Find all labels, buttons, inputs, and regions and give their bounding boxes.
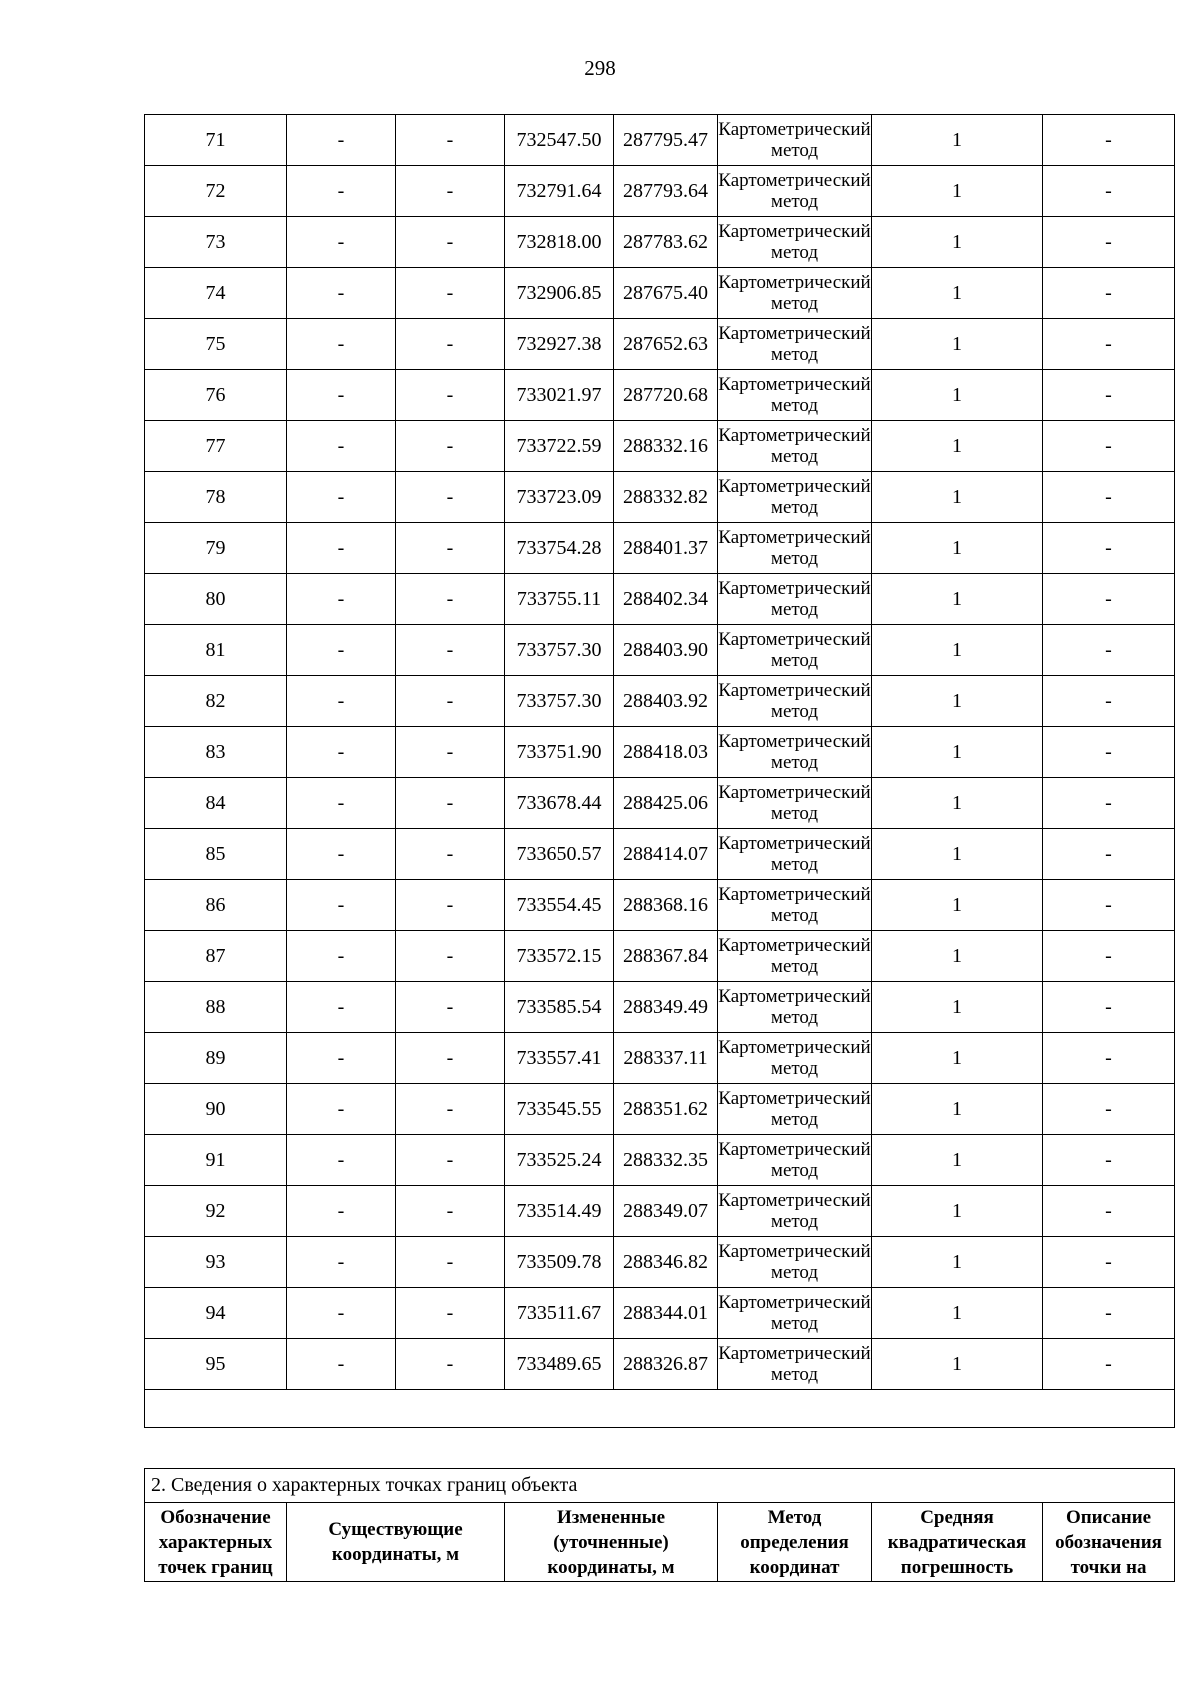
cell-method: Картометрический метод	[718, 523, 872, 574]
header-point-description: Описание обозначения точки на	[1043, 1503, 1175, 1582]
cell-changed-x: 732927.38	[505, 319, 614, 370]
cell-existing-x: -	[287, 1186, 396, 1237]
cell-description: -	[1043, 982, 1175, 1033]
cell-existing-y: -	[396, 319, 505, 370]
section-2-table	[144, 1468, 1175, 1582]
header-point-designation: Обозначение характерных точек границ	[145, 1503, 287, 1582]
cell-method: Картометрический метод	[718, 166, 872, 217]
table-row	[145, 472, 1175, 523]
cell-existing-x: -	[287, 1033, 396, 1084]
cell-changed-x: 733585.54	[505, 982, 614, 1033]
cell-existing-x: -	[287, 472, 396, 523]
cell-existing-x: -	[287, 982, 396, 1033]
cell-description: -	[1043, 523, 1175, 574]
cell-method: Картометрический метод	[718, 880, 872, 931]
cell-existing-y: -	[396, 931, 505, 982]
table-row	[145, 370, 1175, 421]
cell-mean-error: 1	[872, 676, 1043, 727]
cell-method: Картометрический метод	[718, 1033, 872, 1084]
cell-method: Картометрический метод	[718, 217, 872, 268]
table-row	[145, 421, 1175, 472]
table-row	[145, 319, 1175, 370]
cell-changed-y: 288344.01	[614, 1288, 718, 1339]
cell-existing-x: -	[287, 778, 396, 829]
cell-method: Картометрический метод	[718, 1288, 872, 1339]
cell-method: Картометрический метод	[718, 115, 872, 166]
cell-existing-y: -	[396, 727, 505, 778]
cell-changed-x: 733557.41	[505, 1033, 614, 1084]
cell-changed-y: 288332.16	[614, 421, 718, 472]
cell-method: Картометрический метод	[718, 370, 872, 421]
cell-method: Картометрический метод	[718, 625, 872, 676]
cell-changed-x: 733757.30	[505, 676, 614, 727]
cell-method: Картометрический метод	[718, 1237, 872, 1288]
cell-existing-y: -	[396, 829, 505, 880]
cell-existing-y: -	[396, 472, 505, 523]
cell-method: Картометрический метод	[718, 421, 872, 472]
cell-method: Картометрический метод	[718, 268, 872, 319]
cell-method: Картометрический метод	[718, 1339, 872, 1390]
table-row	[145, 1288, 1175, 1339]
cell-changed-y: 288332.82	[614, 472, 718, 523]
cell-existing-x: -	[287, 880, 396, 931]
cell-method: Картометрический метод	[718, 778, 872, 829]
cell-mean-error: 1	[872, 1288, 1043, 1339]
cell-changed-x: 733489.65	[505, 1339, 614, 1390]
cell-changed-x: 733511.67	[505, 1288, 614, 1339]
cell-description: -	[1043, 1339, 1175, 1390]
cell-existing-y: -	[396, 625, 505, 676]
cell-mean-error: 1	[872, 829, 1043, 880]
cell-point-number: 85	[145, 829, 287, 880]
cell-mean-error: 1	[872, 472, 1043, 523]
cell-mean-error: 1	[872, 1033, 1043, 1084]
cell-mean-error: 1	[872, 931, 1043, 982]
table-row	[145, 727, 1175, 778]
cell-point-number: 88	[145, 982, 287, 1033]
table-row	[145, 829, 1175, 880]
header-mean-square-error: Средняя квадратическая погрешность	[872, 1503, 1043, 1582]
table-row	[145, 778, 1175, 829]
table-row	[145, 1186, 1175, 1237]
cell-mean-error: 1	[872, 1135, 1043, 1186]
cell-description: -	[1043, 166, 1175, 217]
table-row	[145, 982, 1175, 1033]
cell-description: -	[1043, 1288, 1175, 1339]
cell-point-number: 90	[145, 1084, 287, 1135]
cell-method: Картометрический метод	[718, 1084, 872, 1135]
cell-description: -	[1043, 472, 1175, 523]
cell-mean-error: 1	[872, 727, 1043, 778]
cell-point-number: 95	[145, 1339, 287, 1390]
cell-mean-error: 1	[872, 778, 1043, 829]
header-method: Метод определения координат	[718, 1503, 872, 1582]
cell-description: -	[1043, 1135, 1175, 1186]
cell-existing-y: -	[396, 1186, 505, 1237]
cell-changed-x: 733755.11	[505, 574, 614, 625]
cell-changed-x: 733545.55	[505, 1084, 614, 1135]
cell-existing-x: -	[287, 1288, 396, 1339]
cell-changed-y: 287652.63	[614, 319, 718, 370]
table-row	[145, 676, 1175, 727]
cell-description: -	[1043, 676, 1175, 727]
cell-mean-error: 1	[872, 1084, 1043, 1135]
cell-changed-y: 288346.82	[614, 1237, 718, 1288]
cell-method: Картометрический метод	[718, 1186, 872, 1237]
cell-description: -	[1043, 1237, 1175, 1288]
cell-description: -	[1043, 778, 1175, 829]
cell-changed-y: 288425.06	[614, 778, 718, 829]
cell-existing-y: -	[396, 217, 505, 268]
cell-existing-y: -	[396, 1339, 505, 1390]
page-number: 298	[584, 56, 616, 80]
cell-changed-x: 733650.57	[505, 829, 614, 880]
cell-mean-error: 1	[872, 625, 1043, 676]
cell-existing-x: -	[287, 574, 396, 625]
coordinates-table	[144, 114, 1175, 1428]
section-2-header-row	[145, 1503, 1175, 1582]
cell-description: -	[1043, 1033, 1175, 1084]
table-row	[145, 1135, 1175, 1186]
cell-point-number: 94	[145, 1288, 287, 1339]
cell-point-number: 89	[145, 1033, 287, 1084]
cell-mean-error: 1	[872, 268, 1043, 319]
cell-point-number: 75	[145, 319, 287, 370]
cell-point-number: 71	[145, 115, 287, 166]
cell-changed-x: 733509.78	[505, 1237, 614, 1288]
cell-changed-y: 288337.11	[614, 1033, 718, 1084]
cell-description: -	[1043, 829, 1175, 880]
cell-existing-x: -	[287, 421, 396, 472]
cell-point-number: 72	[145, 166, 287, 217]
cell-existing-y: -	[396, 268, 505, 319]
cell-existing-x: -	[287, 166, 396, 217]
cell-changed-x: 732906.85	[505, 268, 614, 319]
cell-mean-error: 1	[872, 880, 1043, 931]
cell-point-number: 82	[145, 676, 287, 727]
table-row	[145, 931, 1175, 982]
cell-changed-x: 733554.45	[505, 880, 614, 931]
cell-changed-y: 287675.40	[614, 268, 718, 319]
cell-method: Картометрический метод	[718, 727, 872, 778]
cell-point-number: 92	[145, 1186, 287, 1237]
cell-mean-error: 1	[872, 1186, 1043, 1237]
cell-description: -	[1043, 421, 1175, 472]
cell-changed-y: 287720.68	[614, 370, 718, 421]
cell-changed-x: 732547.50	[505, 115, 614, 166]
table-row	[145, 1339, 1175, 1390]
section-2-title: 2. Сведения о характерных точках границ объекта	[145, 1469, 1175, 1503]
cell-description: -	[1043, 268, 1175, 319]
cell-description: -	[1043, 727, 1175, 778]
cell-existing-y: -	[396, 1033, 505, 1084]
cell-changed-x: 733722.59	[505, 421, 614, 472]
empty-cell	[145, 1390, 1175, 1428]
cell-existing-x: -	[287, 217, 396, 268]
cell-method: Картометрический метод	[718, 1135, 872, 1186]
cell-point-number: 76	[145, 370, 287, 421]
cell-existing-x: -	[287, 727, 396, 778]
cell-existing-y: -	[396, 982, 505, 1033]
cell-existing-x: -	[287, 931, 396, 982]
cell-description: -	[1043, 880, 1175, 931]
cell-description: -	[1043, 370, 1175, 421]
header-existing-coordinates: Существующие координаты, м	[287, 1503, 505, 1582]
cell-point-number: 93	[145, 1237, 287, 1288]
cell-point-number: 79	[145, 523, 287, 574]
table-row	[145, 523, 1175, 574]
cell-changed-y: 288418.03	[614, 727, 718, 778]
table-row	[145, 166, 1175, 217]
cell-description: -	[1043, 1084, 1175, 1135]
cell-point-number: 81	[145, 625, 287, 676]
empty-row	[145, 1390, 1175, 1428]
cell-mean-error: 1	[872, 574, 1043, 625]
cell-existing-y: -	[396, 115, 505, 166]
cell-description: -	[1043, 115, 1175, 166]
cell-changed-y: 288349.07	[614, 1186, 718, 1237]
cell-point-number: 83	[145, 727, 287, 778]
cell-method: Картометрический метод	[718, 931, 872, 982]
cell-existing-y: -	[396, 676, 505, 727]
cell-changed-x: 733572.15	[505, 931, 614, 982]
cell-mean-error: 1	[872, 319, 1043, 370]
cell-method: Картометрический метод	[718, 319, 872, 370]
cell-existing-x: -	[287, 676, 396, 727]
cell-existing-y: -	[396, 523, 505, 574]
cell-existing-y: -	[396, 880, 505, 931]
cell-changed-y: 288332.35	[614, 1135, 718, 1186]
cell-point-number: 73	[145, 217, 287, 268]
cell-changed-x: 733525.24	[505, 1135, 614, 1186]
cell-existing-y: -	[396, 370, 505, 421]
cell-description: -	[1043, 217, 1175, 268]
cell-changed-x: 733757.30	[505, 625, 614, 676]
cell-existing-y: -	[396, 1084, 505, 1135]
cell-changed-y: 288414.07	[614, 829, 718, 880]
table-row	[145, 1033, 1175, 1084]
cell-existing-x: -	[287, 523, 396, 574]
table-row	[145, 1084, 1175, 1135]
cell-existing-x: -	[287, 115, 396, 166]
coordinates-table-body	[145, 115, 1175, 1428]
cell-changed-x: 733751.90	[505, 727, 614, 778]
cell-existing-x: -	[287, 1339, 396, 1390]
cell-mean-error: 1	[872, 982, 1043, 1033]
header-changed-coordinates: Измененные (уточненные) координаты, м	[505, 1503, 718, 1582]
cell-mean-error: 1	[872, 1339, 1043, 1390]
cell-existing-y: -	[396, 574, 505, 625]
cell-mean-error: 1	[872, 115, 1043, 166]
cell-method: Картометрический метод	[718, 472, 872, 523]
cell-changed-x: 733723.09	[505, 472, 614, 523]
section-2-title-row	[145, 1469, 1175, 1503]
cell-description: -	[1043, 1186, 1175, 1237]
cell-changed-y: 288401.37	[614, 523, 718, 574]
cell-existing-y: -	[396, 1135, 505, 1186]
cell-changed-x: 732818.00	[505, 217, 614, 268]
cell-mean-error: 1	[872, 370, 1043, 421]
cell-changed-y: 288403.92	[614, 676, 718, 727]
cell-mean-error: 1	[872, 523, 1043, 574]
cell-changed-y: 288402.34	[614, 574, 718, 625]
cell-existing-y: -	[396, 166, 505, 217]
cell-changed-y: 288326.87	[614, 1339, 718, 1390]
table-row	[145, 1237, 1175, 1288]
cell-mean-error: 1	[872, 421, 1043, 472]
cell-existing-x: -	[287, 268, 396, 319]
table-row	[145, 217, 1175, 268]
cell-existing-x: -	[287, 625, 396, 676]
cell-changed-x: 733514.49	[505, 1186, 614, 1237]
cell-method: Картометрический метод	[718, 982, 872, 1033]
cell-point-number: 74	[145, 268, 287, 319]
cell-existing-x: -	[287, 370, 396, 421]
cell-existing-y: -	[396, 1288, 505, 1339]
cell-description: -	[1043, 574, 1175, 625]
cell-description: -	[1043, 931, 1175, 982]
cell-point-number: 91	[145, 1135, 287, 1186]
table-row	[145, 115, 1175, 166]
cell-existing-y: -	[396, 1237, 505, 1288]
cell-point-number: 77	[145, 421, 287, 472]
cell-point-number: 80	[145, 574, 287, 625]
cell-existing-y: -	[396, 778, 505, 829]
cell-changed-x: 732791.64	[505, 166, 614, 217]
cell-existing-x: -	[287, 1135, 396, 1186]
cell-existing-x: -	[287, 829, 396, 880]
cell-point-number: 86	[145, 880, 287, 931]
table-row	[145, 880, 1175, 931]
cell-point-number: 84	[145, 778, 287, 829]
cell-description: -	[1043, 319, 1175, 370]
cell-changed-y: 288368.16	[614, 880, 718, 931]
cell-changed-x: 733754.28	[505, 523, 614, 574]
cell-method: Картометрический метод	[718, 676, 872, 727]
cell-mean-error: 1	[872, 1237, 1043, 1288]
cell-point-number: 87	[145, 931, 287, 982]
cell-changed-x: 733678.44	[505, 778, 614, 829]
cell-existing-x: -	[287, 319, 396, 370]
cell-description: -	[1043, 625, 1175, 676]
cell-changed-y: 287795.47	[614, 115, 718, 166]
cell-method: Картометрический метод	[718, 574, 872, 625]
cell-point-number: 78	[145, 472, 287, 523]
cell-changed-y: 288367.84	[614, 931, 718, 982]
table-row	[145, 268, 1175, 319]
table-row	[145, 625, 1175, 676]
cell-changed-y: 287793.64	[614, 166, 718, 217]
cell-method: Картометрический метод	[718, 829, 872, 880]
cell-mean-error: 1	[872, 217, 1043, 268]
cell-changed-y: 288351.62	[614, 1084, 718, 1135]
cell-existing-x: -	[287, 1084, 396, 1135]
cell-changed-x: 733021.97	[505, 370, 614, 421]
table-row	[145, 574, 1175, 625]
cell-changed-y: 287783.62	[614, 217, 718, 268]
cell-changed-y: 288349.49	[614, 982, 718, 1033]
cell-existing-y: -	[396, 421, 505, 472]
cell-mean-error: 1	[872, 166, 1043, 217]
cell-existing-x: -	[287, 1237, 396, 1288]
cell-changed-y: 288403.90	[614, 625, 718, 676]
